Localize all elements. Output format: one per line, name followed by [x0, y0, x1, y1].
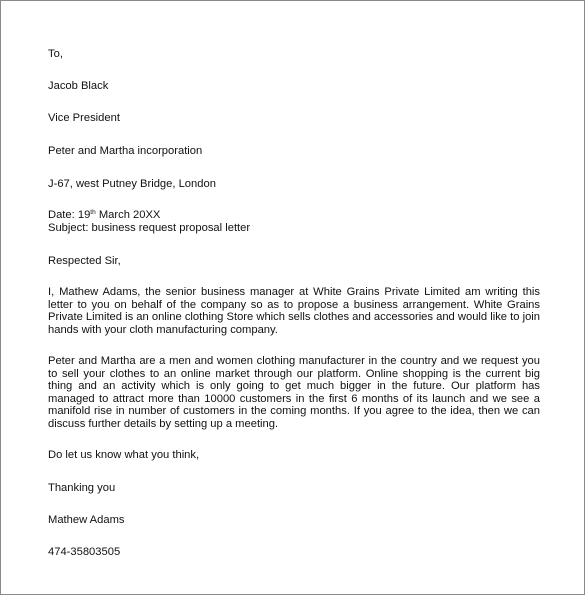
letter-date: [48, 208, 160, 222]
recipient-address: J-67, west Putney Bridge, London: [48, 178, 216, 190]
salutation-to: To,: [48, 48, 63, 60]
greeting: Respected Sir,: [48, 255, 121, 267]
closing-request: Do let us know what you think,: [48, 449, 200, 461]
paragraph-1: I, Mathew Adams, the senior business manager at White Grains Private Limited am writing this letter to you on behalf of the company so as to propose a business arrangement. White Grains Private Limited is an online clothing Store which sells clothes and accessories and would like to join hands with your cloth manufacturing company.: [48, 286, 540, 336]
date-suffix: March 20XX: [95, 209, 161, 221]
sender-name: Mathew Adams: [48, 514, 125, 526]
date-superscript: th: [90, 209, 96, 216]
sender-phone: 474-35803505: [48, 546, 121, 558]
closing: Thanking you: [48, 482, 116, 494]
recipient-company: Peter and Martha incorporation: [48, 145, 203, 157]
recipient-name: Jacob Black: [48, 80, 109, 92]
paragraph-2: Peter and Martha are a men and women clothing manufacturer in the country and we request you to sell your clothes to an online market through our platform. Online shopping is the current big thing and an activity which is only going to get much bigger in the future. Our platform has managed to attract more than 10000 customers in the first 6 months of its launch and we see a manifold rise in number of customers in the coming months. If you agree to the idea, then we can discuss further details by setting up a meeting.: [48, 355, 540, 430]
letter-subject: Subject: business request proposal letter: [48, 222, 251, 234]
recipient-title: Vice President: [48, 112, 120, 124]
date-prefix: Date: 19: [48, 209, 91, 221]
